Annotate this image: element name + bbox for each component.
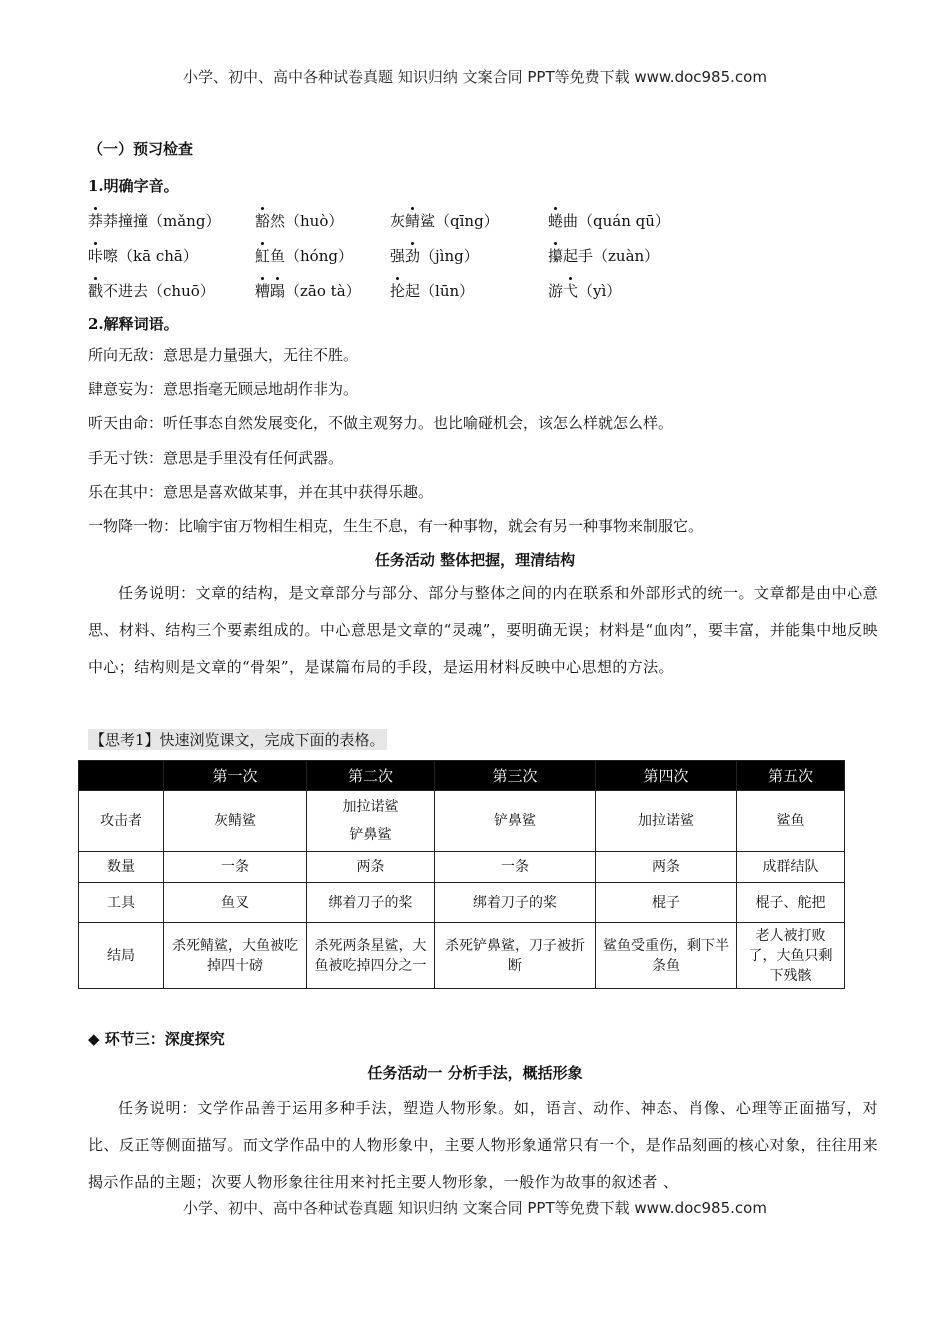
table-cell: 铲鼻鲨 — [435, 791, 596, 852]
table-cell: 绑着刀子的桨 — [435, 883, 596, 923]
section-preview-title: （一）预习检查 — [88, 140, 194, 158]
pron-item-12: 游弋（yì） — [548, 282, 622, 300]
pron-item-3: 灰鲭鲨（qīng） — [390, 212, 499, 230]
table-row — [79, 852, 845, 883]
table-header-cell: 第五次 — [737, 761, 845, 791]
table-header-cell: 第三次 — [435, 761, 596, 791]
question-1-title: 1.明确字音。 — [88, 177, 179, 195]
pron-item-4: 蜷曲（quán qū） — [548, 212, 670, 230]
definition-5: 乐在其中：意思是喜欢做某事，并在其中获得乐趣。 — [88, 483, 434, 501]
pron-item-10: 糟蹋（zāo tà） — [255, 282, 361, 300]
think-prompt: 【思考1】快速浏览课文，完成下面的表格。 — [90, 731, 385, 749]
table-cell: 加拉诺鲨 — [596, 791, 737, 852]
pron-item-11: 抡起（lūn） — [390, 282, 475, 300]
table-cell: 杀死鲭鲨，大鱼被吃掉四十磅 — [164, 923, 307, 989]
row-label: 攻击者 — [79, 791, 164, 852]
row-label: 工具 — [79, 883, 164, 923]
table-cell: 一条 — [164, 852, 307, 883]
section-3-title: ◆ 环节三：深度探究 — [88, 1030, 225, 1048]
pron-item-8: 攥起手（zuàn） — [548, 247, 660, 265]
table-cell: 棍子 — [596, 883, 737, 923]
table-row — [79, 791, 845, 852]
table-cell: 鲨鱼 — [737, 791, 845, 852]
table-cell: 加拉诺鲨 铲鼻鲨 — [307, 791, 435, 852]
page-header: 小学、初中、高中各种试卷真题 知识归纳 文案合同 PPT等免费下载 www.doc985.com — [183, 68, 767, 86]
table-row — [79, 923, 845, 989]
table-cell: 鱼叉 — [164, 883, 307, 923]
table-header-cell: 第四次 — [596, 761, 737, 791]
table-cell: 棍子、舵把 — [737, 883, 845, 923]
pron-item-2: 豁然（huò） — [255, 212, 344, 230]
pron-item-9: 戳不进去（chuō） — [88, 282, 215, 300]
definition-3: 听天由命：听任事态自然发展变化，不做主观努力。也比喻碰机会，该怎么样就怎么样。 — [88, 414, 674, 432]
table-cell: 老人被打败了，大鱼只剩下残骸 — [737, 923, 845, 989]
task-description: 任务说明：文章的结构，是文章部分与部分、部分与整体之间的内在联系和外部形式的统一。文章都是由中心意思、材料、结构三个要素组成的。中心意思是文章的“灵魂”，要明确无误；材料是“血肉”，要丰富，并能集中地反映中心；结构则是文章的“骨架”，是谋篇布局的手段，是运用材料反映中心思想的方法。 — [88, 584, 878, 676]
pron-item-6: 魟鱼（hóng） — [255, 247, 353, 265]
row-label: 结局 — [79, 923, 164, 989]
pron-item-5: 咔嚓（kā chā） — [88, 247, 198, 265]
table-row — [79, 883, 845, 923]
definition-2: 肆意妄为：意思指毫无顾忌地胡作非为。 — [88, 380, 359, 398]
table-header-cell — [79, 761, 164, 791]
row-label: 数量 — [79, 852, 164, 883]
question-2-title: 2.解释词语。 — [88, 315, 179, 333]
task-activity-1-title: 任务活动一 分析手法，概括形象 — [367, 1064, 583, 1082]
pron-item-7: 强劲（jìng） — [390, 247, 479, 265]
table-cell: 成群结队 — [737, 852, 845, 883]
definition-6: 一物降一物：比喻宇宙万物相生相克，生生不息，有一种事物，就会有另一种事物来制服它。 — [88, 517, 704, 535]
table-cell: 一条 — [435, 852, 596, 883]
table-cell: 灰鲭鲨 — [164, 791, 307, 852]
table-cell: 两条 — [596, 852, 737, 883]
table-header-cell: 第一次 — [164, 761, 307, 791]
pron-item-1: 莽莽撞撞（mǎng） — [88, 212, 221, 230]
attack-table — [78, 760, 845, 989]
definition-1: 所向无敌：意思是力量强大，无往不胜。 — [88, 346, 359, 364]
table-cell: 绑着刀子的桨 — [307, 883, 435, 923]
task-activity-title: 任务活动 整体把握，理清结构 — [374, 551, 576, 569]
page-footer: 小学、初中、高中各种试卷真题 知识归纳 文案合同 PPT等免费下载 www.doc985.com — [183, 1199, 767, 1217]
table-header-cell: 第二次 — [307, 761, 435, 791]
task-activity-1-description: 任务说明：文学作品善于运用多种手法，塑造人物形象。如，语言、动作、神态、肖像、心理等正面描写，对比、反正等侧面描写。而文学作品中的人物形象中，主要人物形象通常只有一个，是作品刻画的核心对象，往往用来揭示作品的主题；次要人物形象往往用来衬托主要人物形象，一般作为故事的叙述者 、 — [88, 1099, 878, 1191]
table-cell: 杀死两条星鲨，大鱼被吃掉四分之一 — [307, 923, 435, 989]
table-cell: 杀死铲鼻鲨，刀子被折断 — [435, 923, 596, 989]
definition-4: 手无寸铁：意思是手里没有任何武器。 — [88, 449, 344, 467]
table-cell: 两条 — [307, 852, 435, 883]
table-header-row — [79, 761, 845, 791]
table-cell: 鲨鱼受重伤，剩下半条鱼 — [596, 923, 737, 989]
